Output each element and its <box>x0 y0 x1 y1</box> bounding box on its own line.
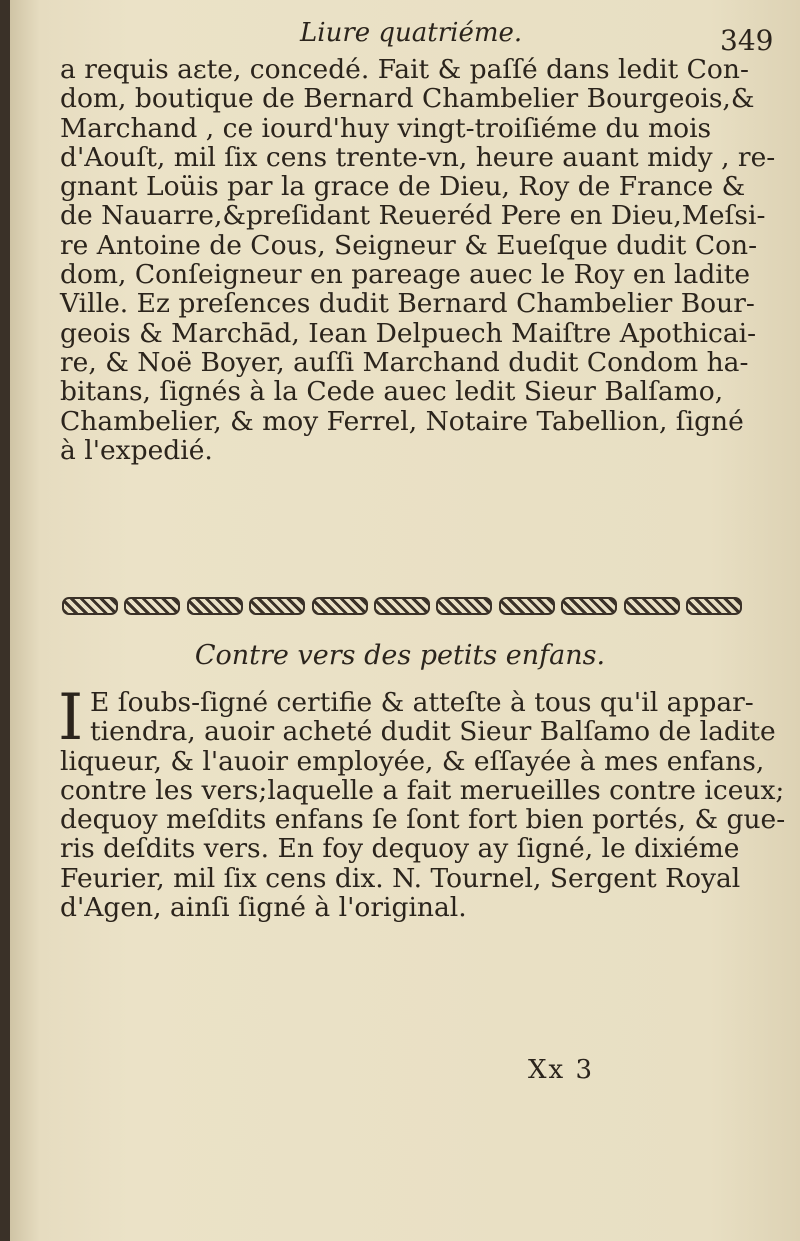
text-line: Chambelier, & moy Ferrel, Notaire Tabellion, ſigné <box>60 405 744 437</box>
ornament-unit <box>499 597 555 615</box>
text-line: a requis aɛte, concedé. Fait & paſſé dans ledit Con- <box>60 54 749 85</box>
text-line: tiendra, auoir acheté dudit Sieur Balſamo de ladite <box>90 716 776 748</box>
text-line: liqueur, & l'auoir employée, & eſſayée à mes enfans, <box>60 745 765 777</box>
text-line: dequoy meſdits enfans ſe ſont fort bien portés, & gue- <box>60 804 786 836</box>
text-line: geois & Marchād, Iean Delpuech Maiſtre Apothicai- <box>60 317 757 349</box>
ornament-unit <box>436 597 492 615</box>
page-number: 349 <box>720 24 774 57</box>
ornament-unit <box>624 597 680 615</box>
text-line: dom, boutique de Bernard Chambelier Bourgeois,& <box>60 83 755 115</box>
text-line: de Nauarre,&preſidant Reueréd Pere en Dieu,Meſsi- <box>60 200 766 232</box>
ornament-unit <box>374 597 430 615</box>
text-line: dom, Conſeigneur en pareage auec le Roy en ladite <box>60 259 751 291</box>
text-line: Feurier, mil ſix cens dix. N. Tournel, Sergent Royal <box>60 862 741 894</box>
text-line: ris deſdits vers. En foy dequoy ay ſigné, le dixiéme <box>60 833 740 865</box>
ornament-unit <box>686 597 742 615</box>
drop-capital: I <box>58 681 84 755</box>
ornament-unit <box>561 597 617 615</box>
section-heading: Contre vers des petits enfans. <box>194 640 606 671</box>
ornament-unit <box>62 597 118 615</box>
certificate-paragraph <box>58 681 786 924</box>
ornament-unit <box>312 597 368 615</box>
ornament-unit <box>249 597 305 615</box>
ornament-unit <box>124 597 180 615</box>
text-line: E ſoubs-ſigné certifie & atteſte à tous qu'il appar- <box>90 687 754 718</box>
running-title: Liure quatriéme. <box>300 18 523 48</box>
text-line: à l'expedié. <box>60 434 213 466</box>
text-line: bitans, ſignés à la Cede auec ledit Sieur Balſamo, <box>60 376 724 408</box>
text-line: contre les vers;laquelle a fait merueilles contre iceux; <box>60 774 785 806</box>
text-line: d'Agen, ainſi ſigné à l'original. <box>60 892 467 924</box>
book-spine <box>0 0 10 1241</box>
ornament-unit <box>187 597 243 615</box>
top-paragraph <box>60 54 776 466</box>
signature-mark: Xx 3 <box>528 1055 594 1085</box>
text-line: Marchand , ce iourd'huy vingt-troiſiéme du mois <box>60 112 712 144</box>
text-line: re, & Noë Boyer, auſſi Marchand dudit Condom ha- <box>60 346 749 378</box>
decorative-ornament-band <box>62 595 742 617</box>
text-line: Ville. Ez preſences dudit Bernard Chambelier Bour- <box>60 288 755 320</box>
text-line: d'Aouſt, mil ſix cens trente-vn, heure auant midy , re- <box>60 141 776 173</box>
text-line: re Antoine de Cous, Seigneur & Eueſque dudit Con- <box>60 229 758 261</box>
text-line: gnant Loüis par la grace de Dieu, Roy de France & <box>60 171 746 203</box>
